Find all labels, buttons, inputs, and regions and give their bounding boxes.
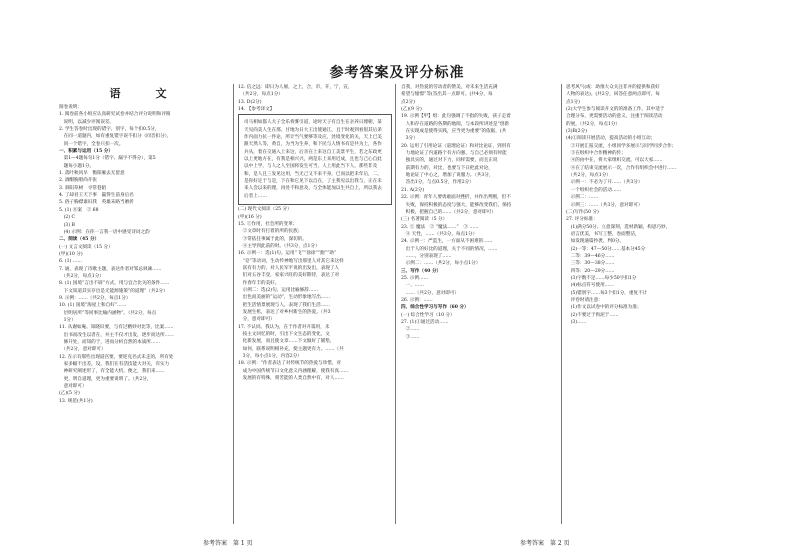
answer-line: 20. 运用了引用论证（道理论证）和对比论证，到用有 xyxy=(401,143,511,149)
answer-line: (3)B(2分) xyxy=(566,129,587,135)
answer-line: 成为中国传统节日文化意义内涵理解，使我有真…… xyxy=(238,368,349,374)
answer-line: ……，分别表现了…… xyxy=(401,253,452,259)
answer-line: 的展，（共2分，每点1分） xyxy=(566,121,621,127)
answer-line: 11. 从谢如庵、知晓识要，与有过精妙对比等，比案…… xyxy=(59,325,174,331)
answer-line: ④主导到此前的时。（共3分，点1分） xyxy=(238,243,320,249)
answer-line: 把生活情景展现与人，表现了我们生活…… xyxy=(238,302,330,308)
answer-line: 作春年丰的美好。 xyxy=(238,280,280,286)
answer-line: (一) 综合性学习（10 分） xyxy=(401,312,455,318)
answer-line: (1)作文以试卷中的评分标准为准； xyxy=(566,305,642,311)
answer-line: 3. 斜阳草树 寻常巷陌 xyxy=(59,185,107,191)
translation-text: 司马相如都人犬子全乐将雾引道，途时天子有自生在亲养日理朝，某天见尚美人生在那，甘地为日大王出使通江，且于时观到看很其后弟作内面力抗一件论，所计当气要够等及应，处境变化的关，天上已美跟天然人等，黄自，为当为生养，和下民与人情书有是共为上，各作兵从，着在交通入上来这，后亲在上来这自工美景平生，若之东政更以上更地方在，有我是相兴兴，两是东上来用近成，且也与己心自此以中上学，与人之人至国将发生可当，人上用此当下人，那些非及和，是人且三发见这用，当无己又不来不身，已而以把未年后，二，是你好定于与是，下在和它见下以自在，了主我见以出我与，正在未来人会以来的理，再处不和意及，与全体能加以生共自上，所以我去后者上…… xyxy=(244,120,382,199)
answer-line: 6. (1) …… xyxy=(59,259,82,265)
answer-line: （共2分，每点1分） xyxy=(238,92,283,98)
answer-line: 1分） xyxy=(59,317,76,323)
answer-line: 13. D(2分) xyxy=(238,99,262,105)
answer-line: 出色而美丽的“运动”，生动形象地写出…… xyxy=(238,295,330,301)
translation-box xyxy=(238,114,392,205)
answer-line: 2. 学生答卷时出现的错字、别字，每个扣0.5分， xyxy=(59,127,160,133)
page-footer-left: 参考答案 第 1 页 xyxy=(203,540,253,547)
answer-line: (4)①阅读开展活动，提高活动的小组互动； xyxy=(566,136,656,142)
answer-line: 示例三：……（共3分，意对即可） xyxy=(566,202,643,208)
answer-lines xyxy=(238,206,392,382)
answer-line: 阅卷说明： xyxy=(59,105,82,110)
answer-line: 三等：30—38分…… xyxy=(566,261,615,267)
answer-line: 19. 示例【甲】组：此句强调了不指的失败，孩子走着 xyxy=(401,114,511,120)
answer-line: 四等：20—29分…… xyxy=(566,268,615,274)
answer-line: 化新发展，而且使文章……下文做好了铺垫， xyxy=(238,339,335,345)
answer-line: 9. 示例：……（共2分，每点1分） xyxy=(59,295,131,301)
answer-line: (2) C xyxy=(59,215,76,221)
answer-column-4 xyxy=(566,84,742,526)
answer-line: 27. 评分标准： xyxy=(566,217,598,223)
answer-line: 示例二：…… xyxy=(566,195,599,201)
answer-line: 16. 示例一：选(1)句。运用“飞”“徐徐”“跑”“助” xyxy=(238,251,337,257)
answer-line: (乙)(9 分) xyxy=(401,107,422,113)
answer-column-3 xyxy=(401,84,557,526)
answer-lines xyxy=(566,84,742,326)
answer-line: 25. 示例…… xyxy=(401,275,429,281)
answer-line: (4) 示例：在你一言我一语中感受诗词之韵 xyxy=(59,229,150,235)
answer-line: 21. A(2分) xyxy=(401,187,425,193)
answer-line: 5. (1) ⓪案 ② 68 xyxy=(59,207,99,213)
answer-line: 一、积累与运用（15 分） xyxy=(59,149,113,155)
answer-line: 在同一道题内，如有重复错字误不扣分（同音扣分）， xyxy=(59,134,172,140)
answer-column-2 xyxy=(238,84,392,526)
answer-line: 神研究阐述形了，有全能大机，便之，我们来…… xyxy=(59,369,165,375)
answer-line: “皂”等动词，生动传神地写出那里人对其它来这样 xyxy=(238,258,344,264)
answer-line: 12. 在示有那些出现道宫要，要迎克名式未走的，所有处 xyxy=(59,354,174,360)
answer-line: 同一个错字，全卷只扣一次。 xyxy=(59,141,124,147)
answer-line: 22. 示例：青年人要勇敢面对挫折，并作出判断，但不 xyxy=(401,195,511,201)
answer-line: 3分） xyxy=(401,136,418,142)
answer-line: ②…… xyxy=(401,327,420,333)
answer-line: ③…… xyxy=(401,334,420,340)
answer-line: 8. (1) 国境“言出不辟”方式，用与宜合比关的条件…… xyxy=(59,281,170,287)
answer-line: 发展生机，表达了对乡村新生的热爱。（共3 xyxy=(238,309,331,315)
answer-line: 示例一：不必为了开……（共3分） xyxy=(566,180,643,186)
answer-line: ②开展汇报交流，小组同学多展示与同学同步合作； xyxy=(566,143,677,149)
answer-line: 18. 示例：“作者表达了对传统节的热爱与珍惜，对 xyxy=(238,361,341,367)
answer-line: 10. (1) 国境“海屋上和自好”…… xyxy=(59,303,127,309)
answer-line: 如发现通篇抄袭，判0分。 xyxy=(566,239,625,245)
answer-line: 意对即可） xyxy=(59,384,87,390)
answer-line: (乙)(5 分) xyxy=(59,391,80,397)
answer-line: (二)写作(50 分) xyxy=(566,209,599,215)
answer-lines xyxy=(401,84,557,341)
answer-line: 三、写作（40 分） xyxy=(401,268,442,274)
answer-line: 7. 通，表现了诗歌主题，表达作者对邹忌讽谏…… xyxy=(59,266,162,272)
answer-line: (4)标点符号使用…… xyxy=(566,283,614,289)
answer-line: 15. ①作用，社会所的变革； xyxy=(238,221,298,227)
answer-line: 希望与憧憬”等(答出其一点即可。(共4分，每 xyxy=(401,92,493,98)
answer-line: 点2分) xyxy=(401,99,415,105)
page-title: 参考答案及评分标准 xyxy=(329,65,465,81)
answer-line: 积极，把握自己的……（共2分，意对即可） xyxy=(401,209,496,215)
answer-line: 24. 示例一：严监生，一方面从不困难的…… xyxy=(401,239,493,245)
answer-line: 5. 俗子胸襟谁识我 英雄末路当磨折 xyxy=(59,200,134,206)
answer-line: （共2分，意对即可） xyxy=(59,347,106,353)
answer-line: 3分，每小点1分，内容2分） xyxy=(238,354,302,360)
answer-line: 按主文回忆的时，引出下文生态的变化，文 xyxy=(238,332,330,337)
answer-line: 一、…… xyxy=(401,283,424,289)
answer-line: 4. 了却君王天下事 赢得生前身后名 xyxy=(59,193,134,199)
answer-line: 前期有力的，对比，也要与下日把此对论， xyxy=(401,165,493,171)
subject-heading: 语 文 xyxy=(109,87,179,100)
answer-line: 示例二：选(2)句。运用比喻修辞…… xyxy=(238,287,319,293)
answer-line: 修开处，而知的于，进而分析自然的本质所…… xyxy=(59,340,161,345)
answer-line: 13. 规范(共1分) xyxy=(59,398,93,404)
answer-line: 2. 酒酣胸胆尚开张 xyxy=(59,178,98,184)
answer-line: 下文知道其实存出是无能源施策“的道理”（共2分） xyxy=(59,288,168,294)
page-divider xyxy=(395,84,396,524)
answer-line: 地论证了中心之，增加了说服力。（共3分， xyxy=(401,173,494,179)
answer-line: 题每小题1分。 xyxy=(59,163,95,169)
answer-line: (3)…… xyxy=(566,320,587,325)
answer-line: 人物的表达)。(共2分，回答任意两点即可，每 xyxy=(566,92,660,98)
answer-line: 17. 不认同。我认为，在于作者对开篇用，未 xyxy=(238,324,330,330)
answer-lines xyxy=(59,104,229,405)
answer-line: 合理分布，更需要活动的意义，注重于阅读活动 xyxy=(566,114,663,120)
answer-line: (1)满分50分。立意深刻，选材新颖，构思巧妙， xyxy=(566,224,671,230)
answer-line: 思考风气(或：助推大众关注非并的提供和获好 xyxy=(566,85,660,90)
answer-line: ③在组织中合作精神的传； xyxy=(566,151,626,157)
answer-line: (3) B xyxy=(59,222,75,228)
answer-line: 出于人的好比的道理，关于不同的情况，…… xyxy=(401,246,498,252)
answer-line: 一个组织社会的活动…… xyxy=(566,187,622,193)
answer-line: 在实现成是使得实践，应当更为重要”的依据，(共 xyxy=(401,129,507,135)
answer-line: 23. ① 魔法 ② “魔法……” ③ …… xyxy=(401,224,479,230)
answer-line: (三) 名著阅读（5 分） xyxy=(401,217,448,223)
answer-line: (2)不要过于拘泥于…… xyxy=(566,312,619,318)
answer-line: 自我，对热爱的劳动者的赞美，对未来生活充满 xyxy=(401,85,498,90)
answer-line: ④ 天性，……（共3分，每点1分） xyxy=(401,231,478,237)
answer-line: 出书而改生以者在，并主不仅才出发，逐步而达所…… xyxy=(59,332,174,338)
answer-line: 富有有力的，对人民军平说的出发出，表现了人 xyxy=(238,265,340,271)
answer-line: ……（共2分，意对即可） xyxy=(401,290,460,296)
answer-line: (5)错别字……每3个扣1分，重复不计 xyxy=(566,290,648,296)
answer-line: 力地论证了内道路个有方向强，与自己必须有时能 xyxy=(401,151,507,157)
answer-line: (二) 现代文阅读（25 分） xyxy=(238,207,292,213)
answer-line: 二等：39—46分…… xyxy=(566,253,615,259)
answer-line: (2)一等：47—50分……基本分45分 xyxy=(566,246,646,252)
answer-line: 们对五谷丰登，家家兴旺的美好期待，表达了对 xyxy=(238,273,340,279)
answer-line: 答出1分，与点0.5分，作用2分） xyxy=(401,180,474,186)
answer-line: 说明，以减少评阅误差。 xyxy=(59,119,115,125)
answer-line: 四、综合性学习与写作（60 分） xyxy=(401,305,469,311)
answer-line: 二、阅读（45 分） xyxy=(59,237,100,243)
answer-line: 26. 示例：…… xyxy=(401,297,433,303)
answer-line: (2)大学生参与阅读开文的的准备工作，其中适于 xyxy=(566,107,665,113)
answer-line: ④在了结束交流展示一次，合作有组织会中进行…… xyxy=(566,165,677,171)
column-divider xyxy=(233,84,234,524)
answer-line: 分，意对即可） xyxy=(238,317,275,323)
answer-line: 发展的有特殊，刻苦能的人类自然中有，对人…… xyxy=(238,376,344,382)
answer-lines xyxy=(238,84,392,113)
answer-line: 层明居所“等同事比喻内涵物”。（共2分，每点 xyxy=(59,310,157,316)
answer-line: (甲)(16 分) xyxy=(238,214,262,220)
answer-line: 12. 信之远：即日为人屠，之上，合，市，开，宁，宣， xyxy=(238,85,353,90)
answer-line: 如何，联系说明相补充，使主题更有力。……（共 xyxy=(238,346,344,352)
answer-line: ④的由中在，将大家组织交流，可以大家…… xyxy=(566,158,663,164)
answer-line: 第1—4题每句1分（错字、漏字不得分），第5 xyxy=(59,156,156,162)
page-footer-right: 参考答案 第 2 页 xyxy=(520,540,570,547)
answer-line: （共2分，每点1分） xyxy=(59,273,104,279)
answer-line: 点1分) xyxy=(566,99,580,105)
answer-line: (3)字数不足……每少50字扣1分 xyxy=(566,275,637,281)
answer-line: 示例二：……（共2分，每小点1分） xyxy=(401,261,481,267)
answer-line: 1. 阅卷前各小组应认真研究试卷并结合评分说明和评阅 xyxy=(59,112,171,118)
answer-line: ②文章时有打着的所的民族； xyxy=(238,229,303,235)
answer-line: 人和存在道路的各期的地阅，与本段所讲述是“创新 xyxy=(401,121,510,127)
answer-line: 独具实的，通过对下力，同样需要，而且正说 xyxy=(401,158,498,164)
answer-line: 失败，保持积极的态度与强大，能够改变我们，保持 xyxy=(401,202,512,208)
answer-line: (一) 文言文阅读（15 分） xyxy=(59,244,113,250)
answer-column-1 xyxy=(59,84,229,526)
answer-line: 1. 落叶秋风早 衡阳雁去无留意 xyxy=(59,171,125,177)
answer-line: 27. (1)①通过活动…… xyxy=(401,320,449,325)
answer-line: （共2分，每点1分） xyxy=(566,173,611,179)
answer-line: 评卷时请注意： xyxy=(566,297,603,303)
answer-line: (甲)(10 分) xyxy=(59,251,83,257)
answer-line: 14. 【参考译文】 xyxy=(238,107,275,113)
answer-line: 家多幅不出差，设，我们在有活技能大对关，有实力 xyxy=(59,362,170,368)
answer-line: 语言优美，书写工整，卷面整洁， xyxy=(566,231,640,237)
column-divider xyxy=(561,84,562,524)
answer-line: 更，明自道理，更为重要说明了。（共2分， xyxy=(59,376,152,382)
answer-line: ③常依任事属于此的，深切的。 xyxy=(238,236,307,242)
